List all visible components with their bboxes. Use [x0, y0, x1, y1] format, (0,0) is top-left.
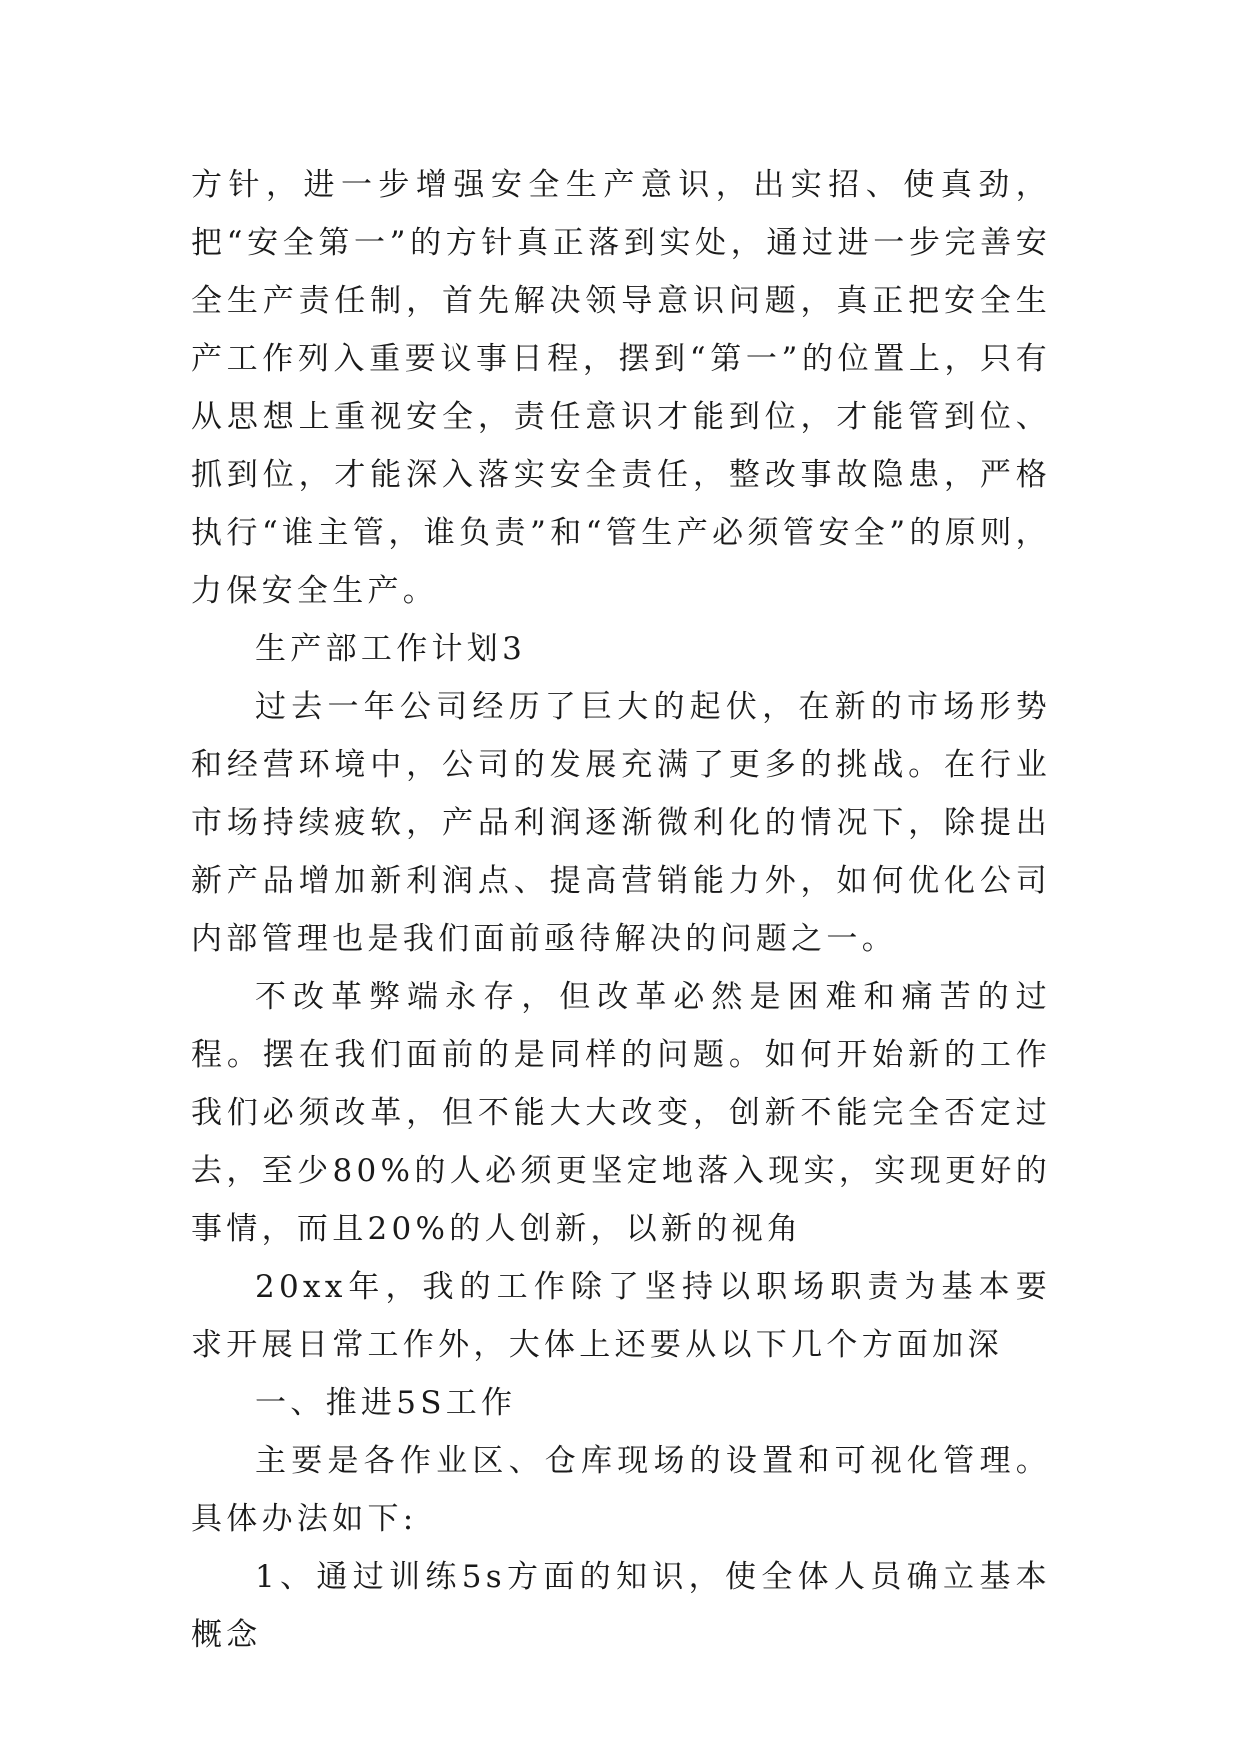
- section-heading-plan-3: 生产部工作计划3: [255, 631, 527, 667]
- section-heading-5s: 一、推进5S工作: [255, 1385, 517, 1421]
- list-item-5s-training: 1、通过训练5s方面的知识，使全体人员确立基本概念: [191, 1559, 1051, 1653]
- paragraph-past-year: 过去一年公司经历了巨大的起伏，在新的市场形势和经营环境中，公司的发展充满了更多的挑战。在行业市场持续疲软，产品利润逐渐微利化的情况下，除提出新产品增加新利润点、提高营销能力外，如何优化公司内部管理也是我们面前亟待解决的问题之一。: [191, 689, 1051, 957]
- paragraph-reform: 不改革弊端永存，但改革必然是困难和痛苦的过程。摆在我们面前的是同样的问题。如何开始新的工作我们必须改革，但不能大大改变，创新不能完全否定过去，至少80%的人必须更坚定地落入现实，实现更好的事情，而且20%的人创新，以新的视角: [191, 979, 1051, 1247]
- document-body: [191, 156, 1051, 1664]
- paragraph-safety-policy: 方针，进一步增强安全生产意识，出实招、使真劲，把“安全第一”的方针真正落到实处，通过进一步完善安全生产责任制，首先解决领导意识问题，真正把安全生产工作列入重要议事日程，摆到“第一”的位置上，只有从思想上重视安全，责任意识才能到位，才能管到位、抓到位，才能深入落实安全责任，整改事故隐患，严格执行“谁主管，谁负责”和“管生产必须管安全”的原则，力保安全生产。: [191, 167, 1051, 609]
- paragraph-work-plan: 20xx年，我的工作除了坚持以职场职责为基本要求开展日常工作外，大体上还要从以下几个方面加深: [191, 1269, 1051, 1363]
- paragraph-5s-main: 主要是各作业区、仓库现场的设置和可视化管理。具体办法如下:: [191, 1443, 1051, 1537]
